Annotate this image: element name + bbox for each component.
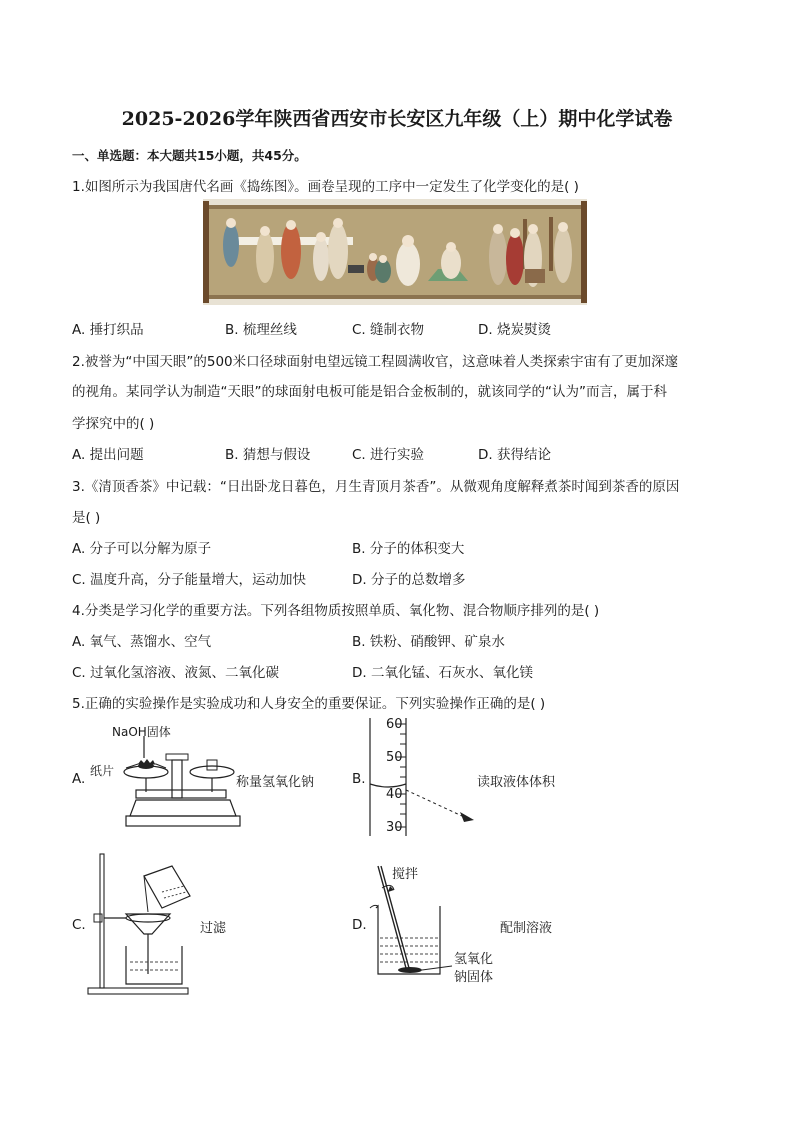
filtration-figure <box>86 850 206 998</box>
tick-label-60: 60 <box>386 717 403 732</box>
q5-option-a-letter[interactable]: A. <box>72 771 86 787</box>
q4-stem: 4.分类是学习化学的重要方法。下列各组物质按照单质、氧化物、混合物顺序排列的是( ) <box>72 603 600 619</box>
q2-option-a[interactable]: A. 提出问题 <box>72 447 144 463</box>
tick-label-30: 30 <box>386 820 403 835</box>
q1-option-a[interactable]: A. 捶打织品 <box>72 322 144 338</box>
q4-option-d[interactable]: D. 二氧化锰、石灰水、氧化镁 <box>352 665 533 681</box>
q2-option-b[interactable]: B. 猜想与假设 <box>225 447 311 463</box>
naoh-solid-label: NaOH固体 <box>112 725 171 739</box>
q1-option-c[interactable]: C. 缝制衣物 <box>352 322 425 338</box>
q3-stem-line-1: 3.《清顶香茶》中记载：“日出卧龙日暮色，月生青顶月茶香”。从微观角度解释煮茶时闻到茶香的原因 <box>72 479 680 495</box>
daolian-painting <box>203 199 587 305</box>
section-heading: 一、单选题：本大题共15小题，共45分。 <box>72 148 307 163</box>
graduated-cylinder-figure <box>364 716 484 840</box>
q5-option-d-caption: 配制溶液 <box>500 921 553 936</box>
q4-option-c[interactable]: C. 过氧化氢溶液、液氮、二氧化碳 <box>72 665 280 681</box>
q5-option-b-letter[interactable]: B. <box>352 771 366 787</box>
tick-label-50: 50 <box>386 750 403 765</box>
q3-option-d[interactable]: D. 分子的总数增多 <box>352 572 466 588</box>
q3-option-a[interactable]: A. 分子可以分解为原子 <box>72 541 212 557</box>
q3-option-b[interactable]: B. 分子的体积变大 <box>352 541 465 557</box>
q1-stem: 1.如图所示为我国唐代名画《捣练图》。画卷呈现的工序中一定发生了化学变化的是( ) <box>72 179 579 195</box>
q2-option-d[interactable]: D. 获得结论 <box>478 447 551 463</box>
q4-option-a[interactable]: A. 氧气、蒸馏水、空气 <box>72 634 212 650</box>
stir-label: 搅拌 <box>392 867 419 882</box>
tick-label-40: 40 <box>386 787 403 802</box>
q2-stem-line-2: 的视角。某同学认为制造“天眼”的球面射电板可能是铝合金板制的，就该同学的“认为”而言，属于科 <box>72 384 667 400</box>
q2-stem-line-3: 学探究中的( ) <box>72 416 155 432</box>
q3-stem-line-2: 是( ) <box>72 510 101 526</box>
q5-option-c-letter[interactable]: C. <box>72 917 86 933</box>
q4-option-b[interactable]: B. 铁粉、硝酸钾、矿泉水 <box>352 634 505 650</box>
q2-stem-line-1: 2.被誉为“中国天眼”的500米口径球面射电望远镜工程圆满收官，这意味着人类探索宇宙有了更加深邃 <box>72 354 679 370</box>
page-title: 2025-2026学年陕西省西安市长安区九年级（上）期中化学试卷 <box>121 108 673 130</box>
paper-label: 纸片 <box>90 764 115 778</box>
q5-option-d-letter[interactable]: D. <box>352 917 367 933</box>
q3-option-c[interactable]: C. 温度升高，分子能量增大，运动加快 <box>72 572 307 588</box>
q5-option-b-caption: 读取液体体积 <box>477 775 556 790</box>
naoh-solid-label-line-2: 钠固体 <box>454 970 494 985</box>
q2-option-c[interactable]: C. 进行实验 <box>352 447 425 463</box>
q5-stem: 5.正确的实验操作是实验成功和人身安全的重要保证。下列实验操作正确的是( ) <box>72 696 546 712</box>
q1-option-d[interactable]: D. 烧炭熨烫 <box>478 322 551 338</box>
q5-option-a-caption: 称量氢氧化钠 <box>236 775 315 790</box>
q5-option-c-caption: 过滤 <box>200 921 227 936</box>
q1-option-b[interactable]: B. 梳理丝线 <box>225 322 297 338</box>
naoh-solid-label-line-1: 氢氧化 <box>454 952 494 967</box>
